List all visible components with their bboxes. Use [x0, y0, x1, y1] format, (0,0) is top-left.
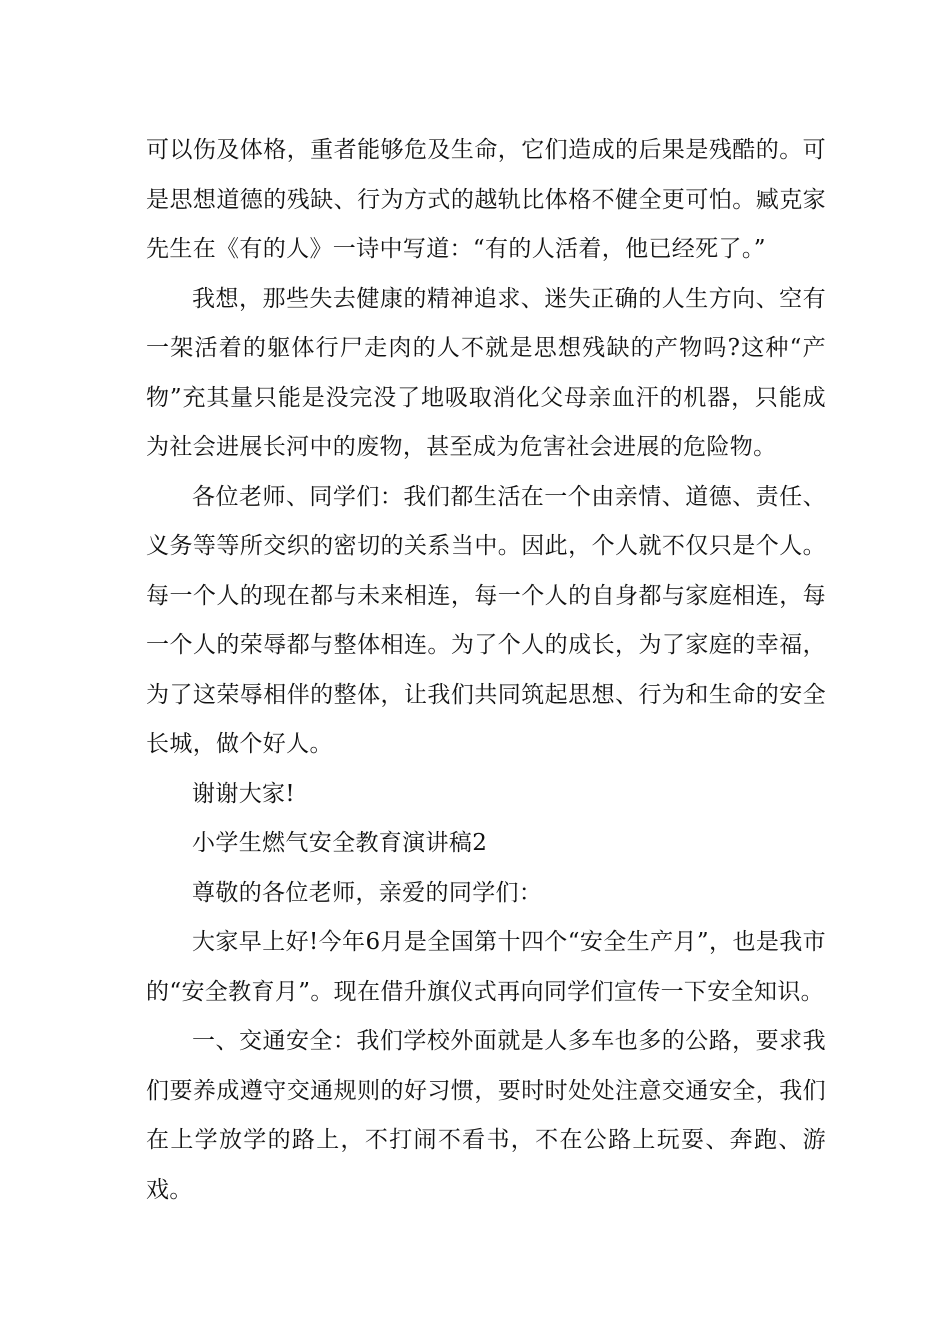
- paragraph-2: 我想，那些失去健康的精神追求、迷失正确的人生方向、空有一架活着的躯体行尸走肉的人不就是思想残缺的产物吗?这种“产物”充其量只能是没完没了地吸取消化父母亲血汗的机器，只能成为社会进展长河中的废物，甚至成为危害社会进展的危险物。: [146, 285, 826, 460]
- paragraph-3: 各位老师、同学们：我们都生活在一个由亲情、道德、责任、义务等等所交织的密切的关系当中。因此，个人就不仅只是个人。每一个人的现在都与未来相连，每一个人的自身都与家庭相连，每一个人的荣辱都与整体相连。为了个人的成长，为了家庭的幸福，为了这荣辱相伴的整体，让我们共同筑起思想、行为和生命的安全长城，做个好人。: [146, 483, 826, 757]
- section-title: 小学生燃气安全教育演讲稿2: [192, 830, 488, 856]
- paragraph-greeting: 大家早上好!今年6月是全国第十四个“安全生产月”，也是我市的“安全教育月”。现在借升旗仪式再向同学们宣传一下安全知识。: [146, 929, 826, 1005]
- paragraph-1: 可以伤及体格，重者能够危及生命，它们造成的后果是残酷的。可是思想道德的残缺、行为方式的越轨比体格不健全更可怕。臧克家先生在《有的人》一诗中写道：“有的人活着，他已经死了。”: [146, 137, 826, 262]
- paragraph-thanks: 谢谢大家!: [192, 780, 295, 807]
- paragraph-traffic-safety: 一、交通安全：我们学校外面就是人多车也多的公路，要求我们要养成遵守交通规则的好习惯，要时时处处注意交通安全，我们在上学放学的路上，不打闹不看书，不在公路上玩耍、奔跑、游戏。: [146, 1028, 826, 1203]
- document-page: [146, 126, 826, 1215]
- salutation: 尊敬的各位老师，亲爱的同学们：: [192, 879, 543, 906]
